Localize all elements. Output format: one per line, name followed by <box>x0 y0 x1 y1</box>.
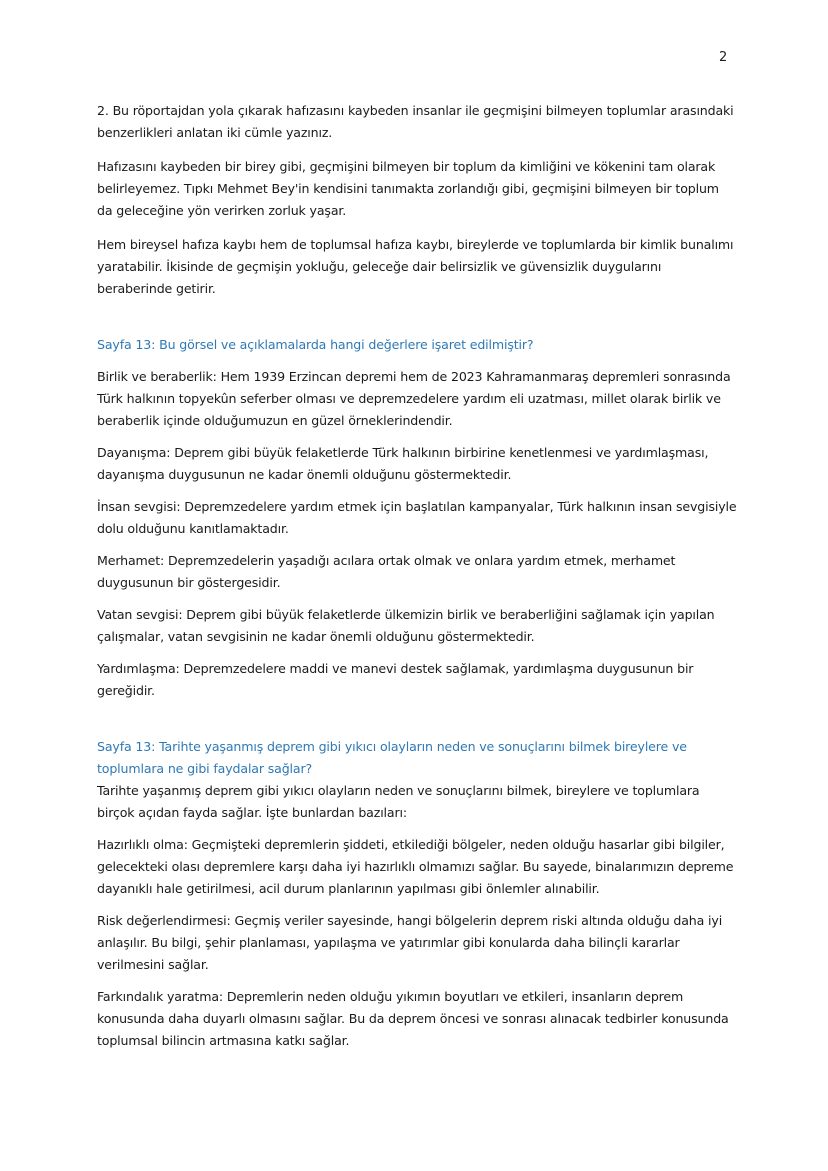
value-item: Vatan sevgisi: Deprem gibi büyük felaketlerde ülkemizin birlik ve beraberliğini sağlamak için yapılan çalışmalar, vatan sevgisinin ne kadar önemli olduğunu göstermektedir. <box>97 607 715 644</box>
benefit-item: Farkındalık yaratma: Depremlerin neden olduğu yıkımın boyutları ve etkileri, insanların deprem konusunda daha duyarlı olmasını sağlar. Bu da deprem öncesi ve sonrası alınacak tedbirler konusunda toplumsal bilincin artmasına katkı sağlar. <box>97 989 729 1048</box>
value-item: Merhamet: Depremzedelerin yaşadığı acılara ortak olmak ve onlara yardım etmek, merhamet duygusunun bir göstergesidir. <box>97 553 676 590</box>
value-item: Dayanışma: Deprem gibi büyük felaketlerde Türk halkının birbirine kenetlenmesi ve yardımlaşması, dayanışma duygusunun ne kadar önemli olduğunu göstermektedir. <box>97 445 709 482</box>
benefits-intro: Tarihte yaşanmış deprem gibi yıkıcı olayların neden ve sonuçlarını bilmek, bireylere ve toplumlara birçok açıdan fayda sağlar. İşte bunlardan bazıları: <box>97 783 700 820</box>
benefit-item: Risk değerlendirmesi: Geçmiş veriler sayesinde, hangi bölgelerin deprem riski altında olduğu daha iyi anlaşılır. Bu bilgi, şehir planlaması, yapılaşma ve yatırımlar gibi konularda daha bilinçli kararlar verilmesini sağlar. <box>97 913 723 972</box>
answer-paragraph-2: Hem bireysel hafıza kaybı hem de toplumsal hafıza kaybı, bireylerde ve toplumlarda bir kimlik bunalımı yaratabilir. İkisinde de geçmişin yokluğu, geleceğe dair belirsizlik ve güvensizlik duygularını beraberinde getirir. <box>97 237 734 296</box>
section-heading-benefits: Sayfa 13: Tarihte yaşanmış deprem gibi yıkıcı olayların neden ve sonuçlarını bilmek bireylere ve toplumlara ne gibi faydalar sağlar? <box>97 739 687 776</box>
value-item: Birlik ve beraberlik: Hem 1939 Erzincan depremi hem de 2023 Kahramanmaraş depremleri sonrasında Türk halkının topyekûn seferber olması ve depremzedelere yardım eli uzatması, millet olarak birlik ve beraberlik içinde olduğumuzun en güzel örneklerindendir. <box>97 369 731 428</box>
page-number: 2 <box>719 50 728 65</box>
value-item: Yardımlaşma: Depremzedelere maddi ve manevi destek sağlamak, yardımlaşma duygusunun bir gereğidir. <box>97 661 694 698</box>
question-2: 2. Bu röportajdan yola çıkarak hafızasını kaybeden insanlar ile geçmişini bilmeyen toplumlar arasındaki benzerlikleri anlatan iki cümle yazınız. <box>97 103 734 140</box>
benefit-item: Hazırlıklı olma: Geçmişteki depremlerin şiddeti, etkilediği bölgeler, neden olduğu hasarlar gibi bilgiler, gelecekteki olası depremlere karşı daha iyi hazırlıklı olmamızı sağlar. Bu sayede, binalarımızın depreme dayanıklı hale getirilmesi, acil durum planlarının yapılması gibi önlemler alınabilir. <box>97 837 734 896</box>
document-body <box>97 100 737 1052</box>
value-item: İnsan sevgisi: Depremzedelere yardım etmek için başlatılan kampanyalar, Türk halkının insan sevgisiyle dolu olduğunu kanıtlamaktadır. <box>97 499 737 536</box>
answer-paragraph-1: Hafızasını kaybeden bir birey gibi, geçmişini bilmeyen bir toplum da kimliğini ve kökenini tam olarak belirleyemez. Tıpkı Mehmet Bey'in kendisini tanımakta zorlandığı gibi, geçmişini bilmeyen bir toplum da geleceğine yön verirken zorluk yaşar. <box>97 159 719 218</box>
section-heading-values: Sayfa 13: Bu görsel ve açıklamalarda hangi değerlere işaret edilmiştir? <box>97 337 534 352</box>
